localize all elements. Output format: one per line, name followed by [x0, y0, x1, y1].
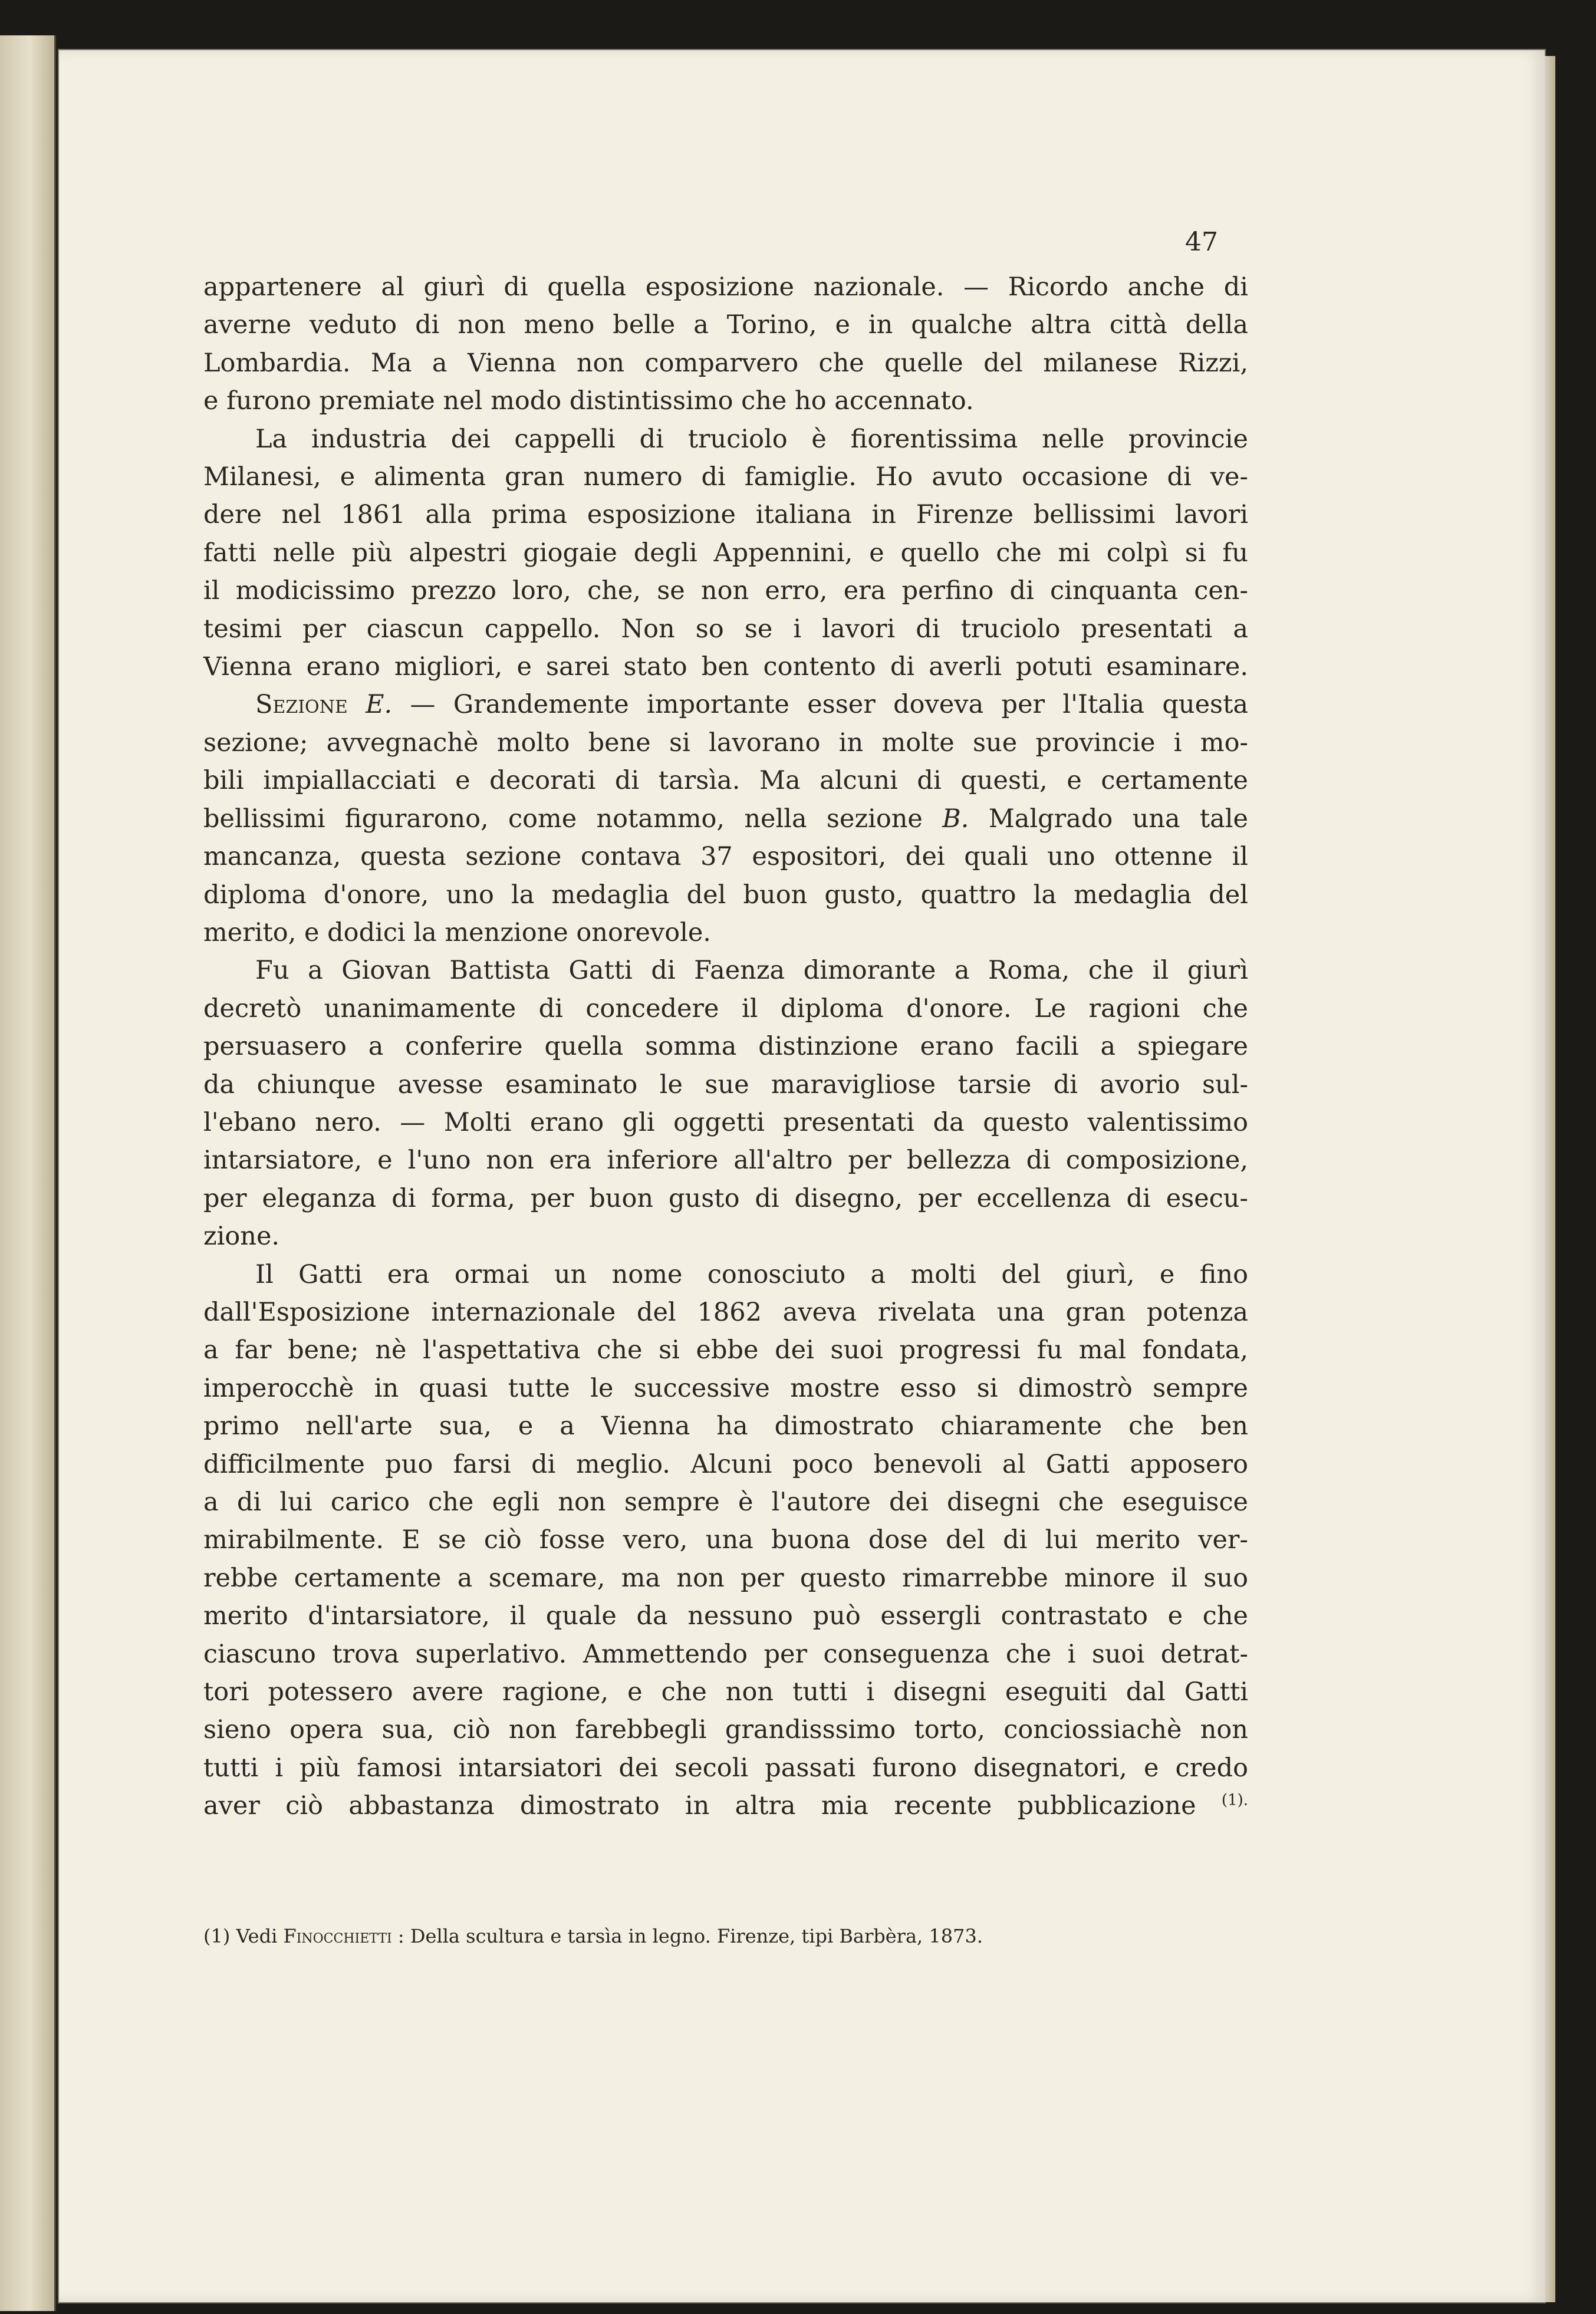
adjacent-page-edge: [0, 35, 56, 2311]
text-line: sieno opera sua, ciò non farebbegli grandisssimo torto, conciossiachè non: [203, 1715, 1248, 1745]
text-line: La industria dei cappelli di truciolo è fiorentissima nelle provincie: [255, 424, 1248, 454]
text-line: mancanza, questa sezione contava 37 espositori, dei quali uno ottenne il: [203, 842, 1248, 872]
text-line: il modicissimo prezzo loro, che, se non erro, era perfino di cinquanta cen-: [203, 576, 1248, 606]
text-line: mirabilmente. E se ciò fosse vero, una buona dose del di lui merito ver-: [203, 1525, 1248, 1555]
footnote-text: : Della scultura e tarsìa in legno. Firenze, tipi Barbèra, 1873.: [391, 1925, 983, 1947]
text-line: da chiunque avesse esaminato le sue maravigliose tarsie di avorio sul-: [203, 1069, 1248, 1100]
text-line: sezione; avvegnachè molto bene si lavorano in molte sue provincie i mo-: [203, 728, 1248, 758]
text-line: tesimi per ciascun cappello. Non so se i lavori di truciolo presentati a: [203, 614, 1248, 644]
text-line: persuasero a conferire quella somma distinzione erano facili a spiegare: [203, 1032, 1248, 1062]
footnote: [203, 1925, 1088, 1947]
text-line: rebbe certamente a scemare, ma non per questo rimarrebbe minore il suo: [203, 1563, 1248, 1593]
text-line: dere nel 1861 alla prima esposizione italiana in Firenze bellissimi lavori: [203, 500, 1248, 530]
text-line: Vienna erano migliori, e sarei stato ben contento di averli potuti esaminare.: [203, 652, 1248, 682]
section-label: Sezione: [255, 690, 348, 720]
text-line: decretò unanimamente di concedere il diploma d'onore. Le ragioni che: [203, 993, 1248, 1023]
section-reference-letter: B.: [942, 804, 969, 834]
text-fragment: Malgrado una tale: [969, 804, 1248, 834]
footnote-author: Finocchietti: [283, 1925, 392, 1947]
text-line: averne veduto di non meno belle a Torino, e in qualche altra città della: [203, 310, 1248, 340]
text-line: primo nell'arte sua, e a Vienna ha dimostrato chiaramente che ben: [203, 1411, 1248, 1441]
text-fragment: bellissimi figurarono, come notammo, nella sezione: [203, 804, 943, 834]
text-line-with-reference: [203, 800, 1248, 838]
section-heading-line: [203, 686, 1248, 723]
section-letter: E.: [366, 690, 393, 720]
text-line: a far bene; nè l'aspettativa che si ebbe dei suoi progressi fu mal fondata,: [203, 1335, 1248, 1365]
text-line: merito d'intarsiatore, il quale da nessuno può essergli contrastato e che: [203, 1601, 1248, 1631]
footnote-marker: (1) Vedi: [203, 1925, 284, 1947]
body-text: [203, 268, 1248, 1825]
text-line-with-footnote-ref: [203, 1787, 1248, 1825]
text-line: Fu a Giovan Battista Gatti di Faenza dimorante a Roma, che il giurì: [255, 956, 1248, 986]
page-edge-shadow: [1545, 56, 1555, 2302]
page-number: 47: [1185, 227, 1218, 257]
section-line-text: — Grandemente importante esser doveva per l'Italia questa: [392, 690, 1249, 720]
text-line: intarsiatore, e l'uno non era inferiore all'altro per bellezza di composizione,: [203, 1146, 1248, 1176]
text-fragment: aver ciò abbastanza dimostrato in altra mia recente pubblicazione: [203, 1791, 1196, 1821]
text-line: Milanesi, e alimenta gran numero di famiglie. Ho avuto occasione di ve-: [203, 462, 1248, 492]
text-line: tori potessero avere ragione, e che non tutti i disegni eseguiti dal Gatti: [203, 1677, 1248, 1707]
text-line: appartenere al giurì di quella esposizione nazionale. — Ricordo anche di: [203, 272, 1248, 302]
text-line: Il Gatti era ormai un nome conosciuto a molti del giurì, e fino: [255, 1259, 1248, 1289]
text-line: fatti nelle più alpestri giogaie degli Appennini, e quello che mi colpì si fu: [203, 538, 1248, 568]
text-line: dall'Esposizione internazionale del 1862 aveva rivelata una gran potenza: [203, 1297, 1248, 1327]
text-line: Lombardia. Ma a Vienna non comparvero che quelle del milanese Rizzi,: [203, 348, 1248, 378]
text-line: ciascuno trova superlativo. Ammettendo per conseguenza che i suoi detrat-: [203, 1639, 1248, 1669]
footnote-reference[interactable]: (1).: [1221, 1791, 1249, 1809]
text-line: per eleganza di forma, per buon gusto di disegno, per eccellenza di esecu-: [203, 1183, 1248, 1213]
text-line: imperocchè in quasi tutte le successive mostre esso si dimostrò sempre: [203, 1373, 1248, 1403]
text-line: a di lui carico che egli non sempre è l'autore dei disegni che eseguisce: [203, 1487, 1248, 1517]
text-line: zione.: [203, 1222, 280, 1252]
text-line: l'ebano nero. — Molti erano gli oggetti presentati da questo valentissimo: [203, 1107, 1248, 1137]
text-line: difficilmente puo farsi di meglio. Alcuni poco benevoli al Gatti apposero: [203, 1449, 1248, 1479]
text-line: merito, e dodici la menzione onorevole.: [203, 917, 711, 947]
text-line: bili impiallacciati e decorati di tarsìa. Ma alcuni di questi, e certamente: [203, 766, 1248, 796]
text-line: e furono premiate nel modo distintissimo che ho accennato.: [203, 386, 974, 416]
text-line: diploma d'onore, uno la medaglia del buon gusto, quattro la medaglia del: [203, 880, 1248, 910]
text-line: tutti i più famosi intarsiatori dei secoli passati furono disegnatori, e credo: [203, 1753, 1248, 1783]
